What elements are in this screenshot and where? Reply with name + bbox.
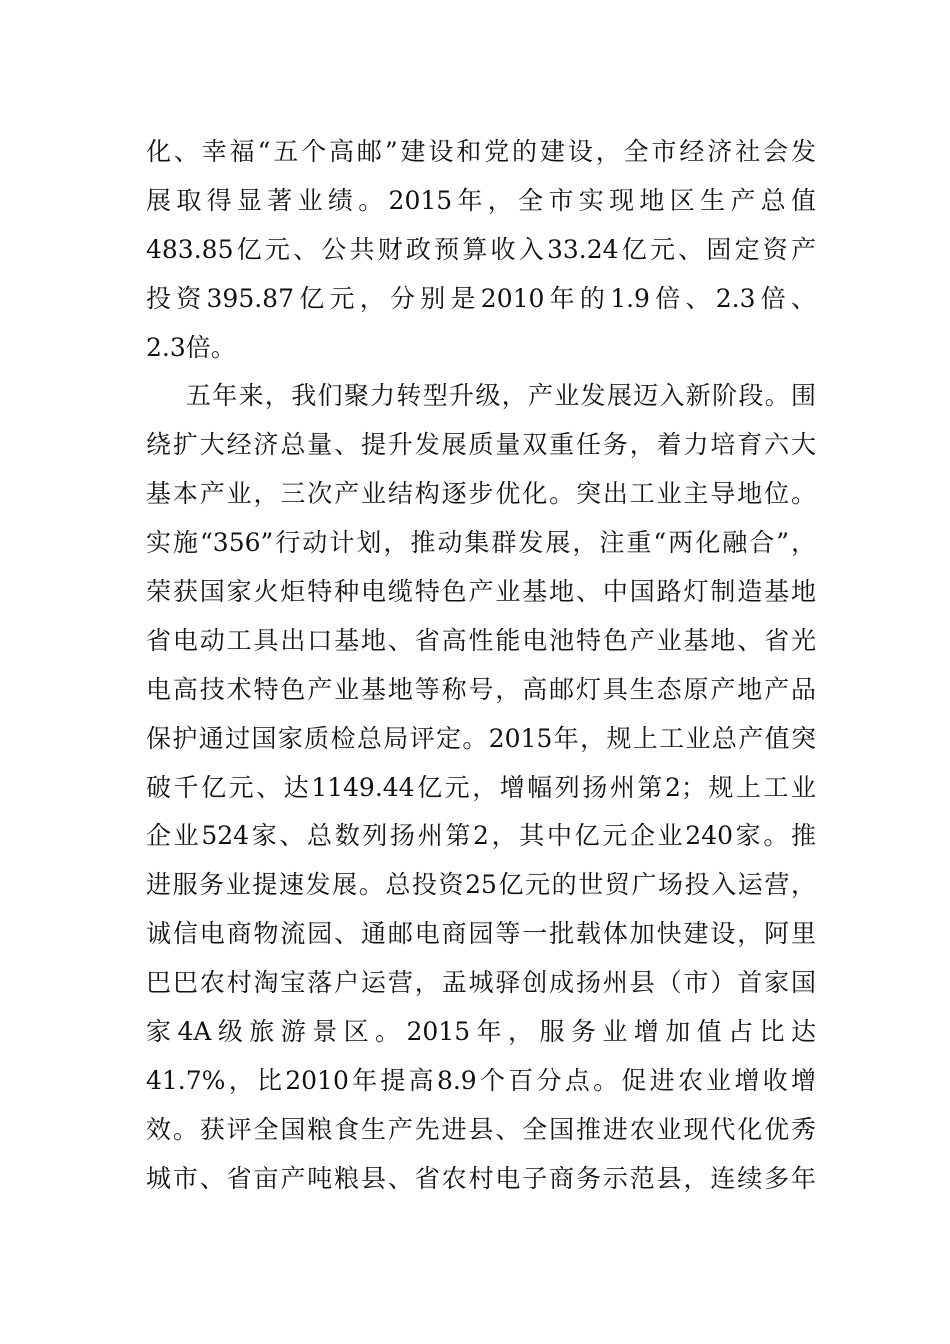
text-line-13: 保护通过国家质检总局评定。2015年，规上工业总产值突 [146,723,816,753]
text-line-3: 483.85亿元、公共财政预算收入33.24亿元、固定资产 [146,234,816,264]
text-line-22: 城市、省亩产吨粮县、省农村电子商务示范县，连续多年 [146,1163,816,1193]
text-line-6: 五年来，我们聚力转型升级，产业发展迈入新阶段。围 [186,381,816,411]
text-line-5: 2.3倍。 [146,332,236,362]
text-line-1: 化、幸福“五个高邮”建设和党的建设，全市经济社会发 [146,137,816,166]
text-line-9: 实施“356”行动计划，推动集群发展，注重“两化融合”， [146,528,816,558]
text-line-14: 破千亿元、达1149.44亿元，增幅列扬州第2；规上工业 [146,772,816,802]
text-line-18: 巴巴农村淘宝落户运营，盂城驿创成扬州县（市）首家国 [146,968,816,998]
text-line-20: 41.7%，比2010年提高8.9个百分点。促进农业增收增 [146,1065,816,1095]
text-line-21: 效。获评全国粮食生产先进县、全国推进农业现代化优秀 [146,1114,816,1144]
text-line-11: 省电动工具出口基地、省高性能电池特色产业基地、省光 [146,625,816,655]
text-line-2: 展取得显著业绩。2015年，全市实现地区生产总值 [146,185,816,215]
text-line-19: 家4A级旅游景区。2015年，服务业增加值占比达 [146,1017,816,1047]
text-line-16: 进服务业提速发展。总投资25亿元的世贸广场投入运营， [146,870,816,900]
text-line-12: 电高技术特色产业基地等称号，高邮灯具生态原产地产品 [146,674,816,704]
body-text [146,128,816,1204]
text-line-7: 绕扩大经济总量、提升发展质量双重任务，着力培育六大 [146,430,816,460]
text-line-10: 荣获国家火炬特种电缆特色产业基地、中国路灯制造基地 [146,577,816,607]
text-line-8: 基本产业，三次产业结构逐步优化。突出工业主导地位。 [146,479,816,509]
text-line-15: 企业524家、总数列扬州第2，其中亿元企业240家。推 [146,821,816,851]
text-line-17: 诚信电商物流园、通邮电商园等一批载体加快建设，阿里 [146,919,816,949]
text-line-4: 投资395.87亿元，分别是2010年的1.9倍、2.3倍、 [146,283,816,313]
